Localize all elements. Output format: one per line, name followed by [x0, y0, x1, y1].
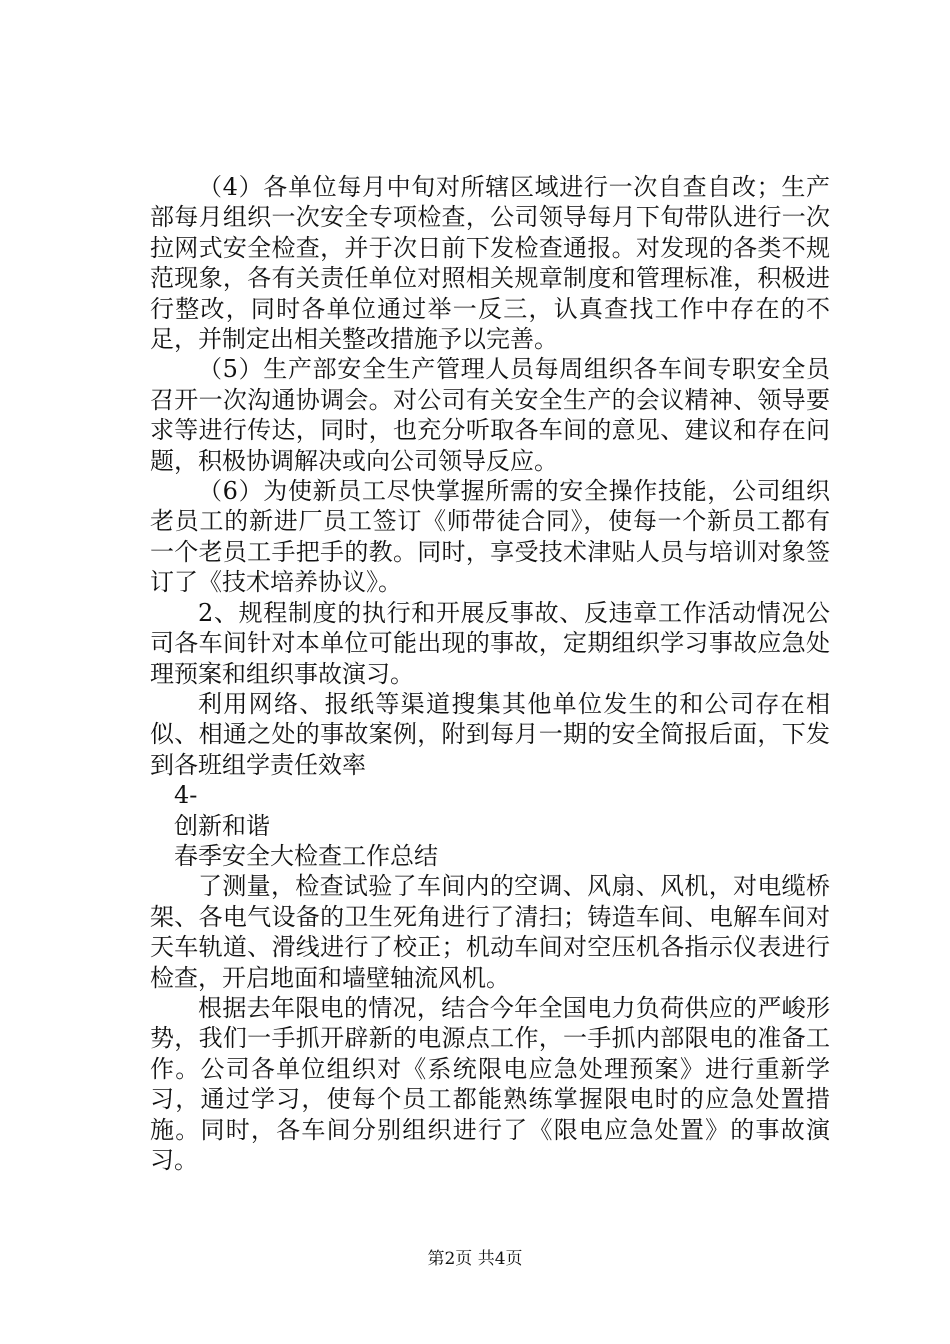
paragraph-measurement: 了测量，检查试验了车间内的空调、风扇、风机，对电缆桥架、各电气设备的卫生死角进行了清扫；铸造车间、电解车间对天车轨道、滑线进行了校正；机动车间对空压机各指示仪表进行检查，开启地面和墙壁轴流风机。 — [150, 872, 830, 992]
paragraph-network-cases: 利用网络、报纸等渠道搜集其他单位发生的和公司存在相似、相通之处的事故案例，附到每月一期的安全简报后面，下发到各班组学责任效率 — [150, 689, 830, 779]
paragraph-item-4: （4）各单位每月中旬对所辖区域进行一次自查自改；生产部每月组织一次安全专项检查，公司领导每月下旬带队进行一次拉网式安全检查，并于次日前下发检查通报。对发现的各类不规范现象，各有关责任单位对照相关规章制度和管理标准，积极进行整改，同时各单位通过举一反三，认真查找工作中存在的不足，并制定出相关整改措施予以完善。 — [150, 173, 830, 354]
paragraph-section-2: 2、规程制度的执行和开展反事故、反违章工作活动情况公司各车间针对本单位可能出现的事故，定期组织学习事故应急处理预案和组织事故演习。 — [150, 598, 830, 688]
paragraph-item-6: （6）为使新员工尽快掌握所需的安全操作技能，公司组织老员工的新进厂员工签订《师带徒合同》，使每一个新员工都有一个老员工手把手的教。同时，享受技术津贴人员与培训对象签订了《技术培养协议》。 — [150, 477, 830, 597]
page-number-footer: 第2页 共4页 — [427, 1249, 523, 1269]
fragment-heading: 创新和谐 — [174, 811, 270, 840]
paragraph-power-limit: 根据去年限电的情况，结合今年全国电力负荷供应的严峻形势，我们一手抓开辟新的电源点工作，一手抓内部限电的准备工作。公司各单位组织对《系统限电应急处理预案》进行重新学习，通过学习，使每个员工都能熟练掌握限电时的应急处置措施。同时，各车间分别组织进行了《限电应急处置》的事故演习。 — [150, 993, 830, 1174]
paragraph-item-5: （5）生产部安全生产管理人员每周组织各车间专职安全员召开一次沟通协调会。对公司有关安全生产的会议精神、领导要求等进行传达，同时，也充分听取各车间的意见、建议和存在问题，积极协调解决或向公司领导反应。 — [150, 355, 830, 475]
document-body — [150, 172, 830, 1175]
document-title: 春季安全大检查工作总结 — [174, 841, 438, 870]
page-fragment-number: 4- — [174, 781, 198, 810]
